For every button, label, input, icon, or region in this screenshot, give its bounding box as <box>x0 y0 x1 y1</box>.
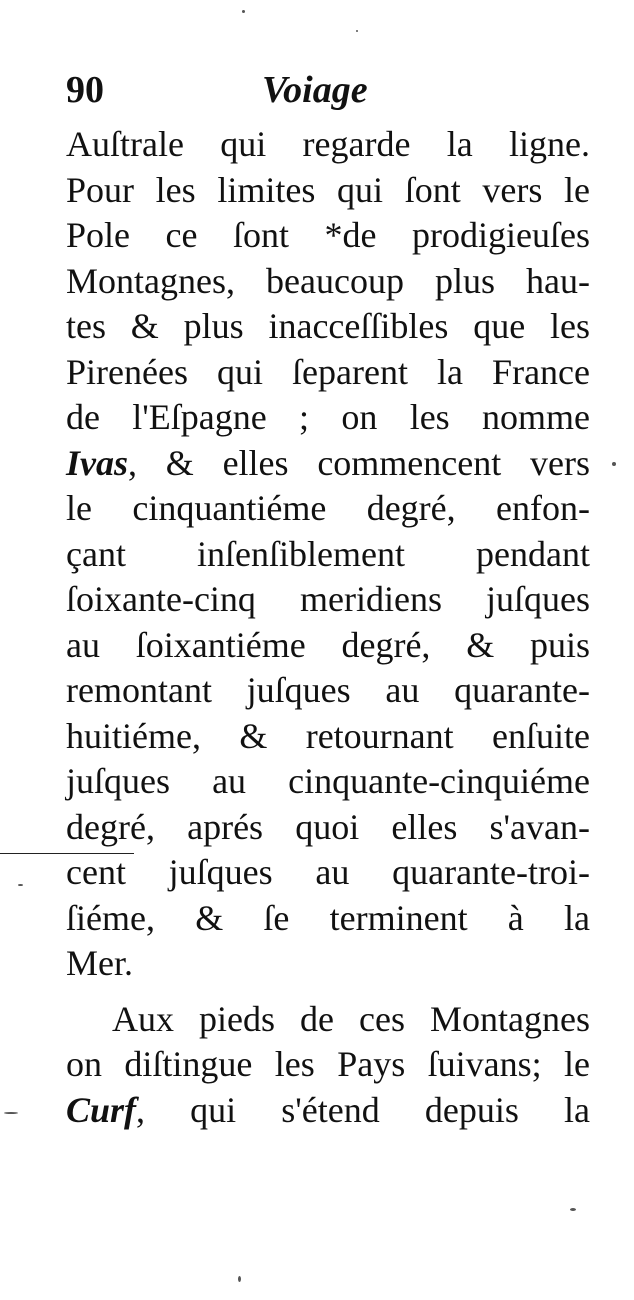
text-line: de l'Eſpagne ; on les nomme <box>66 397 590 437</box>
text-line: Montagnes, beaucoup plus hau- <box>66 260 590 301</box>
text-line: Aux pieds de ces Montagnes <box>112 998 590 1039</box>
text-line: au ſoixantiéme degré, & puis <box>66 624 590 665</box>
text-line: Mer. <box>66 943 133 983</box>
text-line: Pirenées qui ſeparent la France <box>66 351 590 392</box>
body-text <box>66 122 590 1133</box>
text-line: degré, aprés quoi elles s'avan- <box>66 806 590 847</box>
scan-speck <box>18 884 23 886</box>
text-line: juſques au cinquante-cinquiéme <box>66 761 590 801</box>
scan-speck <box>238 1276 241 1282</box>
page-number: 90 <box>66 69 104 111</box>
scan-speck <box>356 30 358 32</box>
italic-place-name: Ivas <box>66 442 128 483</box>
scan-speck <box>4 1112 18 1114</box>
text-line <box>66 441 590 487</box>
scan-speck <box>570 1208 576 1211</box>
text-line: tes & plus inacceſſibles que les <box>66 306 590 346</box>
running-title: Voiage <box>262 69 368 111</box>
text-line: Auſtrale qui regarde la ligne. <box>66 124 590 164</box>
text-line: ſoixante-cinq meridiens juſques <box>66 579 590 619</box>
text-line: ſiéme, & ſe terminent à la <box>66 897 590 938</box>
scan-speck <box>242 10 245 13</box>
text-line: Pour les limites qui ſont vers le <box>66 169 590 210</box>
text-run: , & elles commencent vers <box>128 442 590 483</box>
scan-speck <box>612 462 616 466</box>
text-line: on diſtingue les Pays ſuivans; le <box>66 1044 590 1084</box>
paragraph-gap <box>66 987 590 997</box>
text-line: çant inſenſiblement pendant <box>66 533 590 574</box>
text-run: , qui s'étend depuis la <box>136 1089 590 1130</box>
italic-place-name: Curf <box>66 1089 137 1130</box>
page-header <box>66 66 586 118</box>
text-line: cent juſques au quarante-troi- <box>66 852 590 892</box>
text-line: huitiéme, & retournant enſuite <box>66 715 590 756</box>
text-line: remontant juſques au quarante- <box>66 670 590 710</box>
text-line <box>66 1088 590 1134</box>
text-line: le cinquantiéme degré, enfon- <box>66 488 590 528</box>
text-line: Pole ce ſont *de prodigieuſes <box>66 215 590 255</box>
